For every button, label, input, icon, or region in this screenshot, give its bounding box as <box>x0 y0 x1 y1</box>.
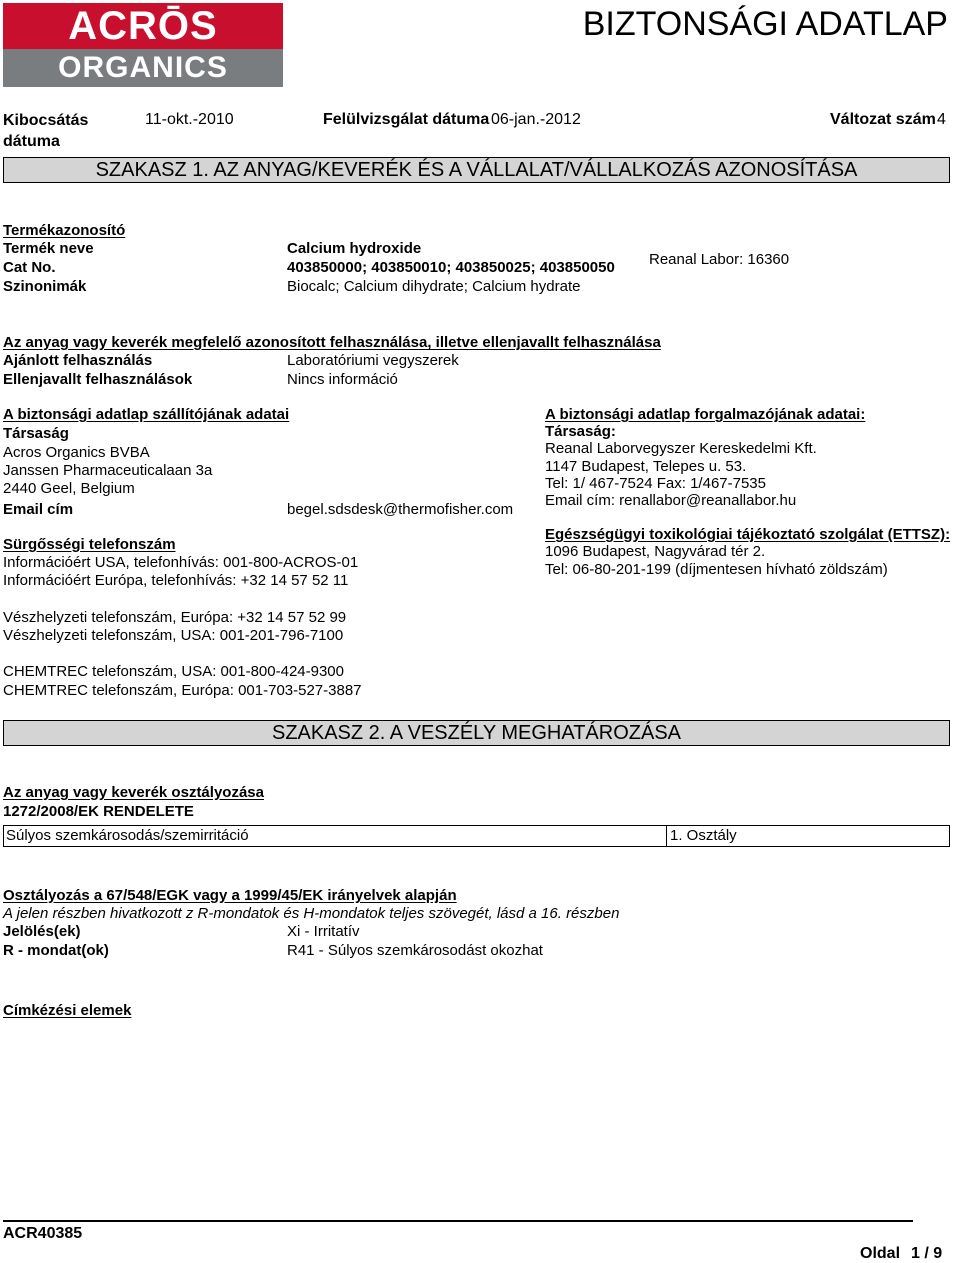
emergency-phone-heading: Sürgősségi telefonszám <box>3 536 176 553</box>
contraindicated-use-label: Ellenjavallt felhasználások <box>3 371 193 388</box>
supplier-line: 2440 Geel, Belgium <box>3 480 135 497</box>
synonyms-label: Szinonimák <box>3 278 87 295</box>
chemtrec-phone-europe: CHEMTREC telefonszám, Európa: 001-703-527-3887 <box>3 682 362 699</box>
use-heading: Az anyag vagy keverék megfelelő azonosított felhasználása, illetve ellenjavallt felhasználása <box>3 334 661 351</box>
r-phrase-label: R - mondat(ok) <box>3 942 109 959</box>
version-label: Változat szám <box>830 111 936 128</box>
marking-label: Jelölés(ek) <box>3 923 81 940</box>
directive-note: A jelen részben hivatkozott z R-mondatok és H-mondatok teljes szövegét, lásd a 16. részben <box>3 905 620 922</box>
product-name-value: Calcium hydroxide <box>287 240 422 257</box>
logo-bottom-text: ORGANICS <box>58 51 228 84</box>
hazard-name: Súlyos szemkárosodás/szemirritáció <box>4 826 667 846</box>
ettsz-line: Tel: 06-80-201-199 (díjmentesen hívható zöldszám) <box>545 561 888 578</box>
section-2-header: SZAKASZ 2. A VESZÉLY MEGHATÁROZÁSA <box>3 720 950 746</box>
revision-date-label: Felülvizsgálat dátuma <box>323 111 490 128</box>
distributor-line: Reanal Laborvegyszer Kereskedelmi Kft. <box>545 440 817 457</box>
cat-no-value: 403850000; 403850010; 403850025; 403850050 <box>287 259 615 276</box>
document-code: ACR40385 <box>3 1225 83 1242</box>
regulation-label: 1272/2008/EK RENDELETE <box>3 803 194 820</box>
recommended-use-label: Ajánlott felhasználás <box>3 352 153 369</box>
product-id-heading: Termékazonosító <box>3 222 126 239</box>
directive-heading: Osztályozás a 67/548/EGK vagy a 1999/45/EK irányelvek alapján <box>3 887 457 904</box>
email-value[interactable]: begel.sdsdesk@thermofisher.com <box>287 501 514 518</box>
distributor-company-label: Társaság: <box>545 423 616 440</box>
distributor-line: Tel: 1/ 467-7524 Fax: 1/467-7535 <box>545 475 766 492</box>
distributor-line: Email cím: renallabor@reanallabor.hu <box>545 492 797 509</box>
supplier-line: Janssen Pharmaceuticalaan 3a <box>3 462 213 479</box>
classification-heading: Az anyag vagy keverék osztályozása <box>3 784 264 801</box>
recommended-use-value: Laboratóriumi vegyszerek <box>287 352 459 369</box>
hazard-class: 1. Osztály <box>670 827 737 844</box>
emergency-phone-europe: Vészhelyzeti telefonszám, Európa: +32 14 57 52 99 <box>3 609 347 626</box>
distributor-line: 1147 Budapest, Telepes u. 53. <box>545 458 747 475</box>
issue-date-label-1: Kibocsátás <box>3 112 89 129</box>
label-elements-heading: Címkézési elemek <box>3 1002 132 1019</box>
footer-divider <box>3 1220 913 1222</box>
distributor-heading: A biztonsági adatlap forgalmazójának adatai: <box>545 406 866 423</box>
email-label: Email cím <box>3 501 74 518</box>
supplier-line: Acros Organics BVBA <box>3 444 150 461</box>
contraindicated-use-value: Nincs információ <box>287 371 398 388</box>
ettsz-heading: Egészségügyi toxikológiai tájékoztató szolgálat (ETTSZ): <box>545 526 951 543</box>
chemtrec-phone-usa: CHEMTREC telefonszám, USA: 001-800-424-9300 <box>3 663 344 680</box>
supplier-company-label: Társaság <box>3 425 69 442</box>
issue-date-label-2: dátuma <box>3 133 60 150</box>
emergency-phone-usa: Vészhelyzeti telefonszám, USA: 001-201-796-7100 <box>3 627 344 644</box>
r-phrase-value: R41 - Súlyos szemkárosodást okozhat <box>287 942 543 959</box>
page-label: Oldal <box>860 1245 901 1262</box>
product-name-label: Termék neve <box>3 240 94 257</box>
logo-top-text: ACRŌS <box>68 4 218 48</box>
info-phone-europe: Információért Európa, telefonhívás: +32 14 57 52 11 <box>3 572 349 589</box>
ettsz-line: 1096 Budapest, Nagyvárad tér 2. <box>545 543 766 560</box>
version-value: 4 <box>937 111 946 128</box>
info-phone-usa: Információért USA, telefonhívás: 001-800-ACROS-01 <box>3 554 359 571</box>
section-1-header: SZAKASZ 1. AZ ANYAG/KEVERÉK ÉS A VÁLLALAT/VÁLLALKOZÁS AZONOSÍTÁSA <box>3 157 950 183</box>
document-title: BIZTONSÁGI ADATLAP <box>582 5 948 43</box>
synonyms-value: Biocalc; Calcium dihydrate; Calcium hydrate <box>287 278 581 295</box>
reanal-labor-code: Reanal Labor: 16360 <box>649 251 790 268</box>
marking-value: Xi - Irritatív <box>287 923 360 940</box>
cat-no-label: Cat No. <box>3 259 56 276</box>
supplier-heading: A biztonsági adatlap szállítójának adatai <box>3 406 290 423</box>
page-number: 1 / 9 <box>911 1245 943 1262</box>
classification-table <box>3 825 950 847</box>
issue-date-value: 11-okt.-2010 <box>145 111 234 128</box>
revision-date-value: 06-jan.-2012 <box>491 111 581 128</box>
acros-organics-logo <box>3 3 283 87</box>
